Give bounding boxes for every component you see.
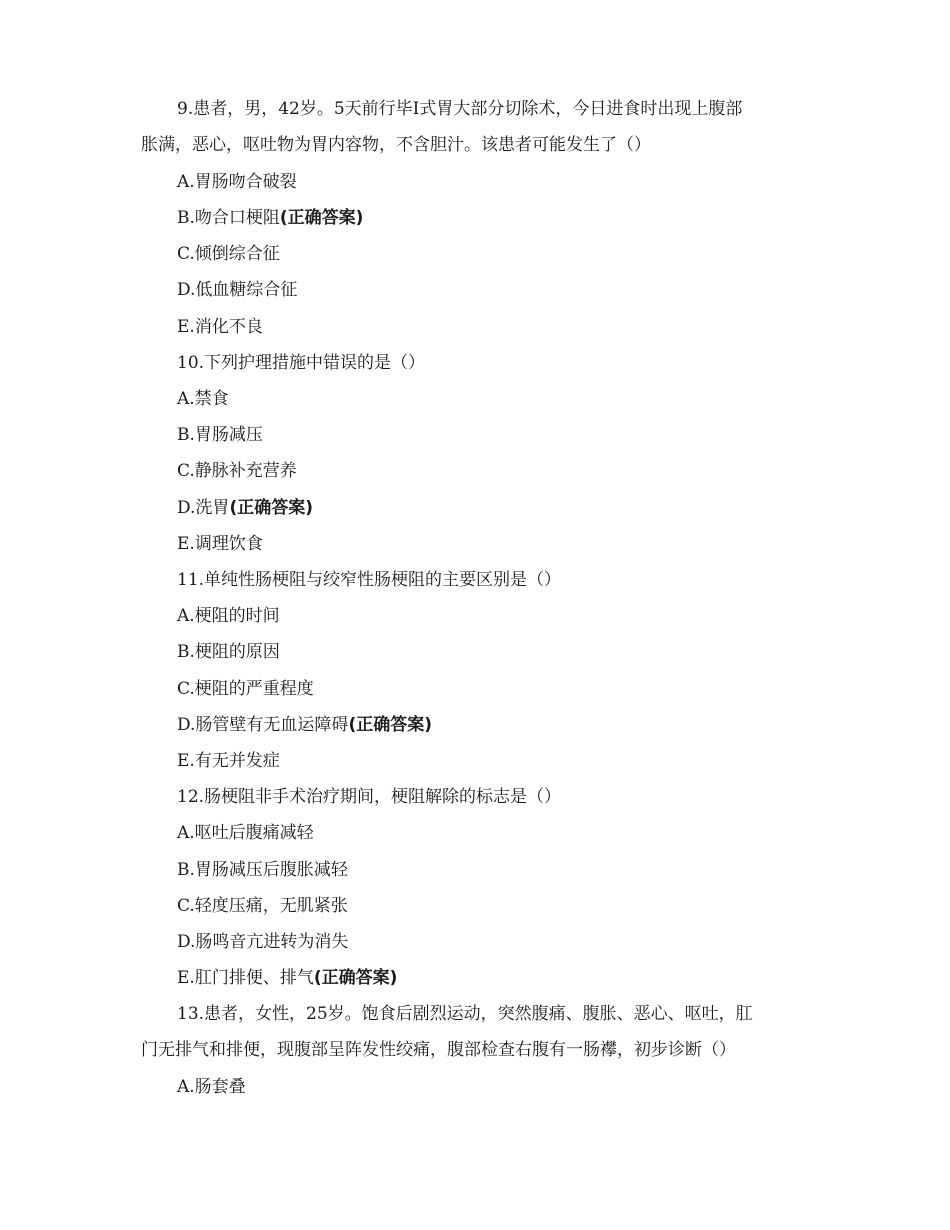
option-text: B.胃肠减压后腹胀减轻 <box>177 860 348 880</box>
option-text: E.有无并发症 <box>177 751 280 771</box>
question-12-option-c <box>177 895 348 917</box>
question-9-stem-line1: 9.患者，男，42岁。5天前行毕Ⅰ式胃大部分切除术，今日进食时出现上腹部 <box>177 99 743 119</box>
correct-answer-mark: (正确答案) <box>313 968 398 988</box>
option-text: C.倾倒综合征 <box>177 244 280 264</box>
option-text: B.吻合口梗阻 <box>177 208 280 228</box>
question-10-option-b <box>177 424 263 446</box>
option-text: D.肠鸣音亢进转为消失 <box>177 932 349 952</box>
question-10-option-c <box>177 460 297 482</box>
option-text: C.静脉补充营养 <box>177 461 297 481</box>
question-11-option-e <box>177 750 280 772</box>
option-text: E.调理饮食 <box>177 534 263 554</box>
option-text: E.消化不良 <box>177 317 263 337</box>
option-text: D.肠管壁有无血运障碍 <box>177 715 349 735</box>
question-12-option-a <box>177 822 314 844</box>
option-text: A.梗阻的时间 <box>177 606 280 626</box>
question-9-option-a <box>177 171 297 193</box>
question-10-option-a <box>177 388 229 410</box>
question-9-option-e <box>177 316 263 338</box>
option-text: A.禁食 <box>177 389 229 409</box>
option-text: A.胃肠吻合破裂 <box>177 172 297 192</box>
question-11-option-c <box>177 678 314 700</box>
question-13-stem-line2: 门无排气和排便，现腹部呈阵发性绞痛，腹部检查右腹有一肠襻，初步诊断（） <box>141 1040 736 1060</box>
option-text: C.梗阻的严重程度 <box>177 679 314 699</box>
correct-answer-mark: (正确答案) <box>348 715 432 735</box>
option-text: B.梗阻的原因 <box>177 642 280 662</box>
question-13-option-a <box>177 1076 246 1098</box>
option-text: E.肛门排便、排气 <box>177 968 314 988</box>
option-text: A.呕吐后腹痛减轻 <box>177 823 314 843</box>
correct-answer-mark: (正确答案) <box>229 498 313 518</box>
option-text: D.洗胃 <box>177 498 230 518</box>
question-9-option-d <box>177 279 297 301</box>
question-9-option-c <box>177 243 280 265</box>
question-11-option-b <box>177 641 280 663</box>
correct-answer-mark: (正确答案) <box>279 208 364 228</box>
question-11-option-a <box>177 605 280 627</box>
option-text: C.轻度压痛，无肌紧张 <box>177 896 348 916</box>
question-9-option-b <box>177 207 363 229</box>
question-12-option-d <box>177 931 348 953</box>
question-13-stem-line1: 13.患者，女性，25岁。饱食后剧烈运动，突然腹痛、腹胀、恶心、呕吐，肛 <box>177 1004 753 1024</box>
option-text: B.胃肠减压 <box>177 425 263 445</box>
question-12-stem: 12.肠梗阻非手术治疗期间，梗阻解除的标志是（） <box>177 787 562 807</box>
question-12-option-e <box>177 967 397 989</box>
option-text: A.肠套叠 <box>177 1077 246 1097</box>
option-text: D.低血糖综合征 <box>177 280 298 300</box>
question-10-option-e <box>177 533 263 555</box>
question-10-stem: 10.下列护理措施中错误的是（） <box>177 353 426 373</box>
question-11-option-d <box>177 714 432 736</box>
question-10-option-d <box>177 497 313 519</box>
question-12-option-b <box>177 859 348 881</box>
question-9-stem-line2: 胀满，恶心，呕吐物为胃内容物，不含胆汁。该患者可能发生了（） <box>141 135 651 155</box>
question-11-stem: 11.单纯性肠梗阻与绞窄性肠梗阻的主要区别是（） <box>177 570 562 590</box>
